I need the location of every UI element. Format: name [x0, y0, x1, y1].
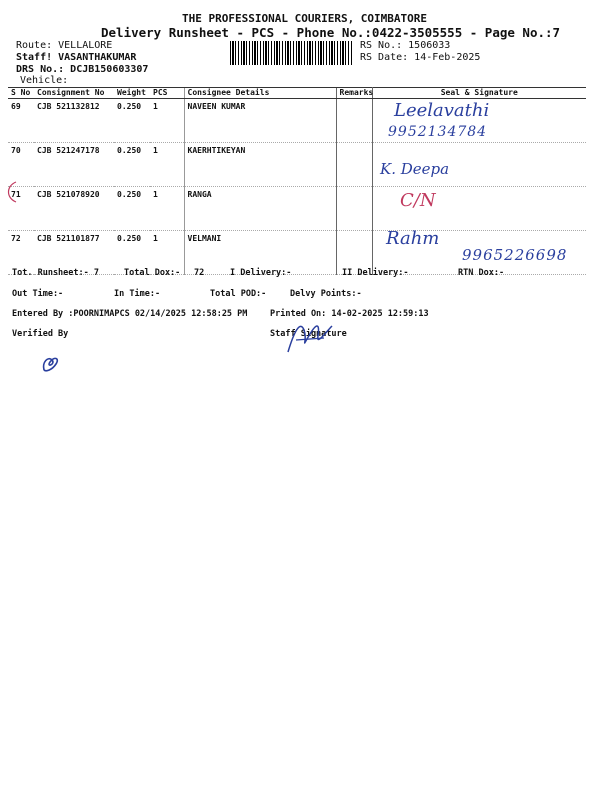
row-sno: 71: [8, 187, 34, 231]
staff-label: Staff! VASANTHAKUMAR: [16, 52, 137, 63]
row-pcs: 1: [150, 143, 184, 187]
row-weight: 0.250: [114, 187, 150, 231]
header-consignee: Consignee Details: [184, 88, 336, 99]
total-dox-label: Total Dox:-: [124, 268, 181, 278]
staff-signature-label: Staff Signature: [270, 329, 347, 339]
barcode: [230, 41, 352, 65]
ii-delivery-label: II Delivery:-: [342, 268, 409, 278]
entered-by: Entered By :POORNIMAPCS 02/14/2025 12:58:25 PM: [12, 309, 248, 319]
row-consignee: VELMANI: [184, 231, 336, 275]
delvy-points-label: Delvy Points:-: [290, 289, 362, 299]
handwritten-signature: Rahm: [386, 228, 440, 249]
staff-signature-scribble: [280, 312, 340, 356]
row-weight: 0.250: [114, 143, 150, 187]
table-row: [8, 99, 586, 143]
row-weight: 0.250: [114, 231, 150, 275]
row-consignment: CJB 521247178: [34, 143, 114, 187]
row-pcs: 1: [150, 187, 184, 231]
row-remarks: [336, 187, 372, 231]
total-runsheet: Tot. Runsheet:- 7: [12, 268, 99, 278]
row-consignee: NAVEEN KUMAR: [184, 99, 336, 143]
header-pcs: PCS: [150, 88, 184, 99]
header-remarks: Remarks: [336, 88, 372, 99]
vehicle-label: Vehicle:: [20, 75, 69, 86]
row-remarks: [336, 99, 372, 143]
total-pod-label: Total POD:-: [210, 289, 267, 299]
margin-mark: [4, 180, 20, 204]
row-sno: 69: [8, 99, 34, 143]
verified-by-label: Verified By: [12, 329, 69, 339]
rs-date: RS Date: 14-Feb-2025: [360, 52, 481, 63]
in-time-label: In Time:-: [114, 289, 161, 299]
row-pcs: 1: [150, 231, 184, 275]
company-name: THE PROFESSIONAL COURIERS, COIMBATORE: [182, 12, 428, 25]
route-label: Route: VELLALORE: [16, 40, 113, 51]
row-consignment: CJB 521101877: [34, 231, 114, 275]
row-consignee: RANGA: [184, 187, 336, 231]
handwritten-phone: 9952134784: [388, 124, 488, 140]
printed-on: Printed On: 14-02-2025 12:59:13: [270, 309, 429, 319]
table-row: [8, 187, 586, 231]
total-dox-value: 72: [194, 268, 205, 278]
row-sno: 72: [8, 231, 34, 275]
rtn-dox-label: RTN Dox:-: [458, 268, 505, 278]
header-seal-signature: Seal & Signature: [372, 88, 586, 99]
row-consignment: CJB 521132812: [34, 99, 114, 143]
drs-number: DRS No.: DCJB150603307: [16, 64, 149, 75]
handwritten-signature: C/N: [400, 190, 436, 211]
header-weight: Weight: [114, 88, 150, 99]
i-delivery-label: I Delivery:-: [230, 268, 292, 278]
handwritten-phone: 9965226698: [462, 246, 568, 264]
table-row: [8, 143, 586, 187]
verified-signature-scribble: [38, 352, 64, 374]
table-header-row: [8, 88, 586, 99]
row-consignment: CJB 521078920: [34, 187, 114, 231]
header-consignment: Consignment No: [34, 88, 114, 99]
row-weight: 0.250: [114, 99, 150, 143]
row-pcs: 1: [150, 99, 184, 143]
handwritten-signature: Leelavathi: [394, 100, 490, 121]
runsheet-subtitle: Delivery Runsheet - PCS - Phone No.:0422-3505555 - Page No.:7: [101, 25, 561, 40]
rs-number: RS No.: 1506033: [360, 40, 451, 51]
row-consignee: KAERHTIKEYAN: [184, 143, 336, 187]
row-remarks: [336, 143, 372, 187]
header-sno: S No: [8, 88, 34, 99]
out-time-label: Out Time:-: [12, 289, 64, 299]
handwritten-signature: K. Deepa: [380, 160, 450, 178]
row-sno: 70: [8, 143, 34, 187]
